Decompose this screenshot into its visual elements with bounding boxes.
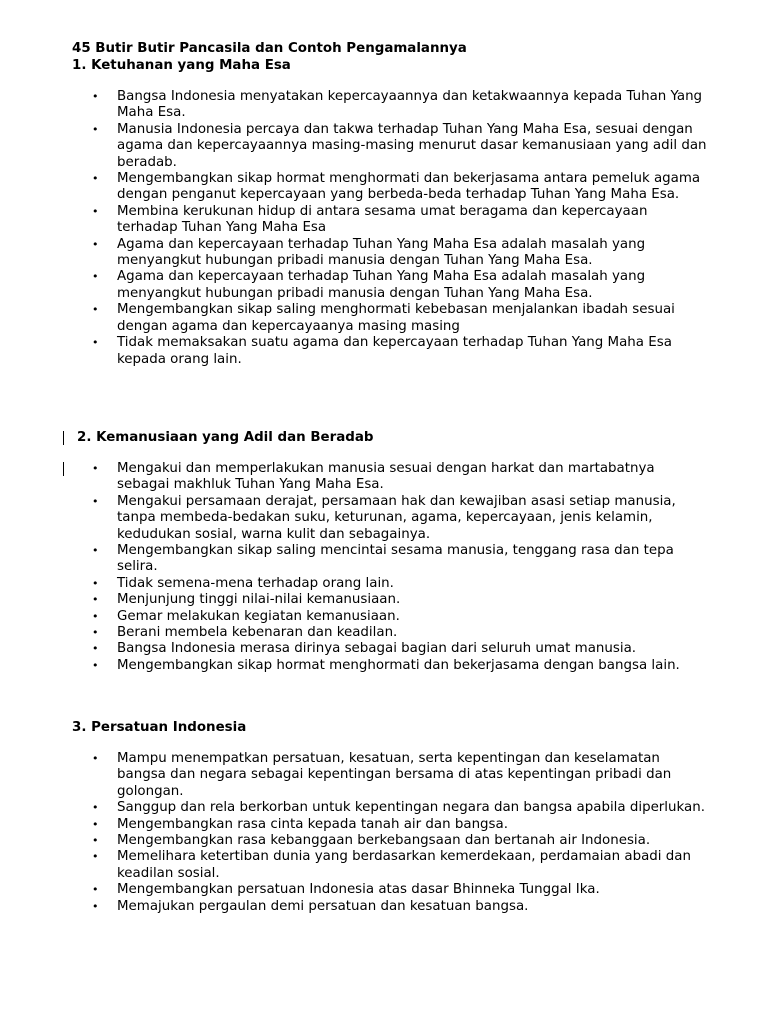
list-item: • Bangsa Indonesia merasa dirinya sebagai bagian dari seluruh umat manusia. [0,641,768,657]
section-list-1 [0,89,768,368]
list-item: • Sanggup dan rela berkorban untuk kepentingan negara dan bangsa apabila diperlukan. [0,800,768,816]
list-item: • Membina kerukunan hidup di antara sesama umat beragama dan kepercayaan terhadap Tuhan Yang Maha Esa [0,204,768,237]
section-list-3 [0,751,768,915]
section-heading-2: 2. Kemanusiaan yang Adil dan Beradab [77,430,374,445]
list-item: • Memelihara ketertiban dunia yang berdasarkan kemerdekaan, perdamaian abadi dan keadilan sosial. [0,849,768,882]
list-item: • Memajukan pergaulan demi persatuan dan kesatuan bangsa. [0,899,768,915]
list-item: • Mengembangkan sikap hormat menghormati dan bekerjasama antara pemeluk agama dengan penganut kepercayaan yang berbeda-beda terhadap Tuhan Yang Maha Esa. [0,171,768,204]
list-item: • Mengembangkan sikap saling menghormati kebebasan menjalankan ibadah sesuai dengan agama dan kepercayaanya masing masing [0,302,768,335]
list-item: • Mampu menempatkan persatuan, kesatuan, serta kepentingan dan keselamatan bangsa dan negara sebagai kepentingan bersama di atas kepentingan pribadi dan golongan. [0,751,768,800]
list-item: • Mengakui persamaan derajat, persamaan hak dan kewajiban asasi setiap manusia, tanpa membeda-bedakan suku, keturunan, agama, kepercayaan, jenis kelamin, kedudukan sosial, warna kulit dan sebagainya. [0,494,768,543]
list-item: • Manusia Indonesia percaya dan takwa terhadap Tuhan Yang Maha Esa, sesuai dengan agama dan kepercayaannya masing-masing menurut dasar kemanusiaan yang adil dan beradab. [0,122,768,171]
list-item: • Agama dan kepercayaan terhadap Tuhan Yang Maha Esa adalah masalah yang menyangkut hubungan pribadi manusia dengan Tuhan Yang Maha Esa. [0,269,768,302]
list-item: • Mengembangkan sikap hormat menghormati dan bekerjasama dengan bangsa lain. [0,658,768,674]
list-item: • Berani membela kebenaran dan keadilan. [0,625,768,641]
list-item: • Gemar melakukan kegiatan kemanusiaan. [0,609,768,625]
list-item: • Mengakui dan memperlakukan manusia sesuai dengan harkat dan martabatnya sebagai makhluk Tuhan Yang Maha Esa. [0,461,768,494]
list-item: • Mengembangkan rasa cinta kepada tanah air dan bangsa. [0,817,768,833]
list-item: • Mengembangkan sikap saling mencintai sesama manusia, tenggang rasa dan tepa selira. [0,543,768,576]
section-heading-1: 1. Ketuhanan yang Maha Esa [72,58,291,73]
list-item: • Mengembangkan persatuan Indonesia atas dasar Bhinneka Tunggal Ika. [0,882,768,898]
list-item: • Bangsa Indonesia menyatakan kepercayaannya dan ketakwaannya kepada Tuhan Yang Maha Esa. [0,89,768,122]
list-item: • Mengembangkan rasa kebanggaan berkebangsaan dan bertanah air Indonesia. [0,833,768,849]
text-cursor-marker [63,431,64,445]
list-item: • Agama dan kepercayaan terhadap Tuhan Yang Maha Esa adalah masalah yang menyangkut hubungan pribadi manusia dengan Tuhan Yang Maha Esa. [0,237,768,270]
section-list-2 [0,461,768,674]
list-item: • Tidak memaksakan suatu agama dan kepercayaan terhadap Tuhan Yang Maha Esa kepada orang lain. [0,335,768,368]
list-item: • Tidak semena-mena terhadap orang lain. [0,576,768,592]
list-item: • Menjunjung tinggi nilai-nilai kemanusiaan. [0,592,768,608]
document-title: 45 Butir Butir Pancasila dan Contoh Pengamalannya [72,41,467,56]
section-heading-3: 3. Persatuan Indonesia [72,720,247,735]
